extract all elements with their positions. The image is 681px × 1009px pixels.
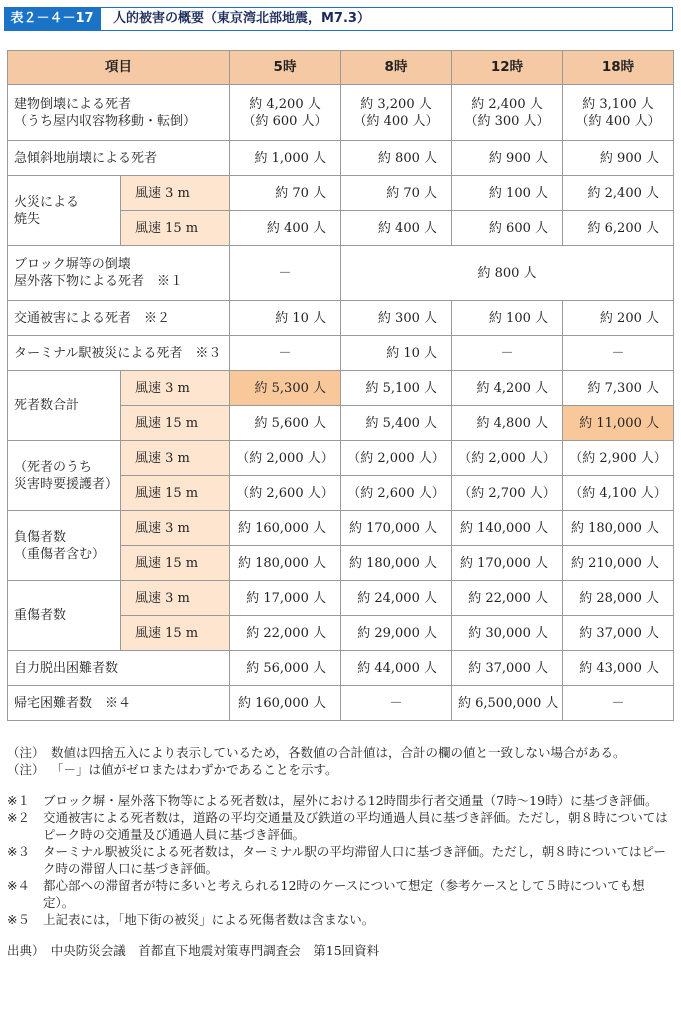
table-cell: 約 170,000 人 [341, 511, 452, 546]
row-label: 建物倒壊による死者 （うち屋内収容物移動・転倒） [8, 85, 230, 141]
table-cell: 約 4,800 人 [452, 406, 563, 441]
table-cell: 約 140,000 人 [452, 511, 563, 546]
table-row [8, 246, 674, 301]
table-cell: 約 5,400 人 [341, 406, 452, 441]
title-bar [4, 7, 673, 31]
table-cell: （約 2,900 人） [563, 441, 674, 476]
wind-speed-label: 風速 15 m [121, 406, 230, 441]
table-cell: 約 37,000 人 [563, 616, 674, 651]
table-cell: 約 210,000 人 [563, 546, 674, 581]
table-cell: 約 70 人 [341, 176, 452, 211]
source-citation: 出典） 中央防災会議 首都直下地震対策専門調査会 第15回資料 [7, 943, 380, 958]
table-cell: 約 100 人 [452, 301, 563, 336]
table-cell: － [230, 246, 341, 301]
wind-speed-label: 風速 15 m [121, 546, 230, 581]
table-cell: 約 5,100 人 [341, 371, 452, 406]
note-mark: （注） [7, 745, 45, 760]
row-label: 帰宅困難者数 ※４ [8, 686, 230, 721]
footnote-mark: ※２ [7, 810, 30, 825]
table-cell: 約 160,000 人 [230, 511, 341, 546]
table-cell: （約 2,700 人） [452, 476, 563, 511]
footnote-text: 交通被害による死者数は，道路の平均交通量及び鉄道の平均通過人員に基づき評価。ただし，朝８時についてはピーク時の交通量及び通過人員に基づき評価。 [43, 810, 668, 842]
table-cell: 約 800 人 [341, 141, 452, 176]
notes-section [7, 744, 673, 959]
table-cell: 約 30,000 人 [452, 616, 563, 651]
table-cell: － [563, 686, 674, 721]
header-12h: 12時 [452, 51, 563, 85]
wind-speed-label: 風速 3 m [121, 581, 230, 616]
table-cell: 約 600 人 [452, 211, 563, 246]
damage-table [7, 50, 674, 721]
wind-speed-label: 風速 3 m [121, 511, 230, 546]
note-text: 数値は四捨五入により表示しているため，各数値の合計値は，合計の欄の値と一致しない場合がある。 [51, 745, 626, 760]
table-cell: 約 6,500,000 人 [452, 686, 563, 721]
wind-speed-label: 風速 3 m [121, 176, 230, 211]
table-cell: 約 17,000 人 [230, 581, 341, 616]
table-cell: 約 70 人 [230, 176, 341, 211]
table-cell: 約 4,200 人 （約 600 人） [230, 85, 341, 141]
row-label: ターミナル駅被災による死者 ※３ [8, 336, 230, 371]
header-5h: 5時 [230, 51, 341, 85]
footnote-text: 都心部への滞留者が特に多いと考えられる12時のケースについて想定（参考ケースとして５時についても想定）。 [43, 878, 645, 910]
table-cell: 約 170,000 人 [452, 546, 563, 581]
table-cell: 約 180,000 人 [341, 546, 452, 581]
table-cell: （約 2,000 人） [230, 441, 341, 476]
table-cell: － [341, 686, 452, 721]
footnote-item [7, 911, 673, 928]
table-cell-highlight: 約 5,300 人 [230, 371, 341, 406]
table-cell: （約 2,000 人） [341, 441, 452, 476]
header-18h: 18時 [563, 51, 674, 85]
wind-speed-label: 風速 15 m [121, 211, 230, 246]
footnote-text: ターミナル駅被災による死者数は，ターミナル駅の平均滞留人口に基づき評価。ただし，朝８時についてはピーク時の滞留人口に基づき評価。 [43, 844, 667, 876]
table-cell: 約 200 人 [563, 301, 674, 336]
row-label: 交通被害による死者 ※２ [8, 301, 230, 336]
footnote-mark: ※３ [7, 844, 30, 859]
table-cell: 約 6,200 人 [563, 211, 674, 246]
row-label: 重傷者数 [8, 581, 121, 651]
table-cell: 約 4,200 人 [452, 371, 563, 406]
row-label: 負傷者数 （重傷者含む） [8, 511, 121, 581]
table-row [8, 441, 674, 476]
table-cell: 約 5,600 人 [230, 406, 341, 441]
table-cell: 約 22,000 人 [230, 616, 341, 651]
note-item [7, 761, 673, 778]
table-cell: 約 2,400 人 （約 300 人） [452, 85, 563, 141]
table-cell: 約 1,000 人 [230, 141, 341, 176]
table-cell: 約 3,100 人 （約 400 人） [563, 85, 674, 141]
header-row [8, 51, 674, 85]
table-cell: 約 180,000 人 [230, 546, 341, 581]
table-cell: 約 100 人 [452, 176, 563, 211]
table-cell: 約 37,000 人 [452, 651, 563, 686]
table-cell: （約 2,000 人） [452, 441, 563, 476]
footnote-text: ブロック塀・屋外落下物等による死者数は，屋外における12時間歩行者交通量（7時～19時）に基づき評価。 [43, 793, 658, 808]
table-cell: － [452, 336, 563, 371]
row-label: ブロック塀等の倒壊 屋外落下物による死者 ※１ [8, 246, 230, 301]
row-label: （死者のうち 災害時要援護者） [8, 441, 121, 511]
table-cell: 約 160,000 人 [230, 686, 341, 721]
header-8h: 8時 [341, 51, 452, 85]
table-row [8, 371, 674, 406]
footnote-text: 上記表には，「地下街の被災」による死傷者数は含まない。 [43, 912, 375, 927]
table-cell: 約 2,400 人 [563, 176, 674, 211]
table-cell: 約 900 人 [563, 141, 674, 176]
footnote-item [7, 843, 673, 877]
note-text: 「－」は値がゼロまたはわずかであることを示す。 [51, 762, 338, 777]
table-cell: （約 2,600 人） [341, 476, 452, 511]
table-cell: － [563, 336, 674, 371]
table-cell: － [230, 336, 341, 371]
note-mark: （注） [7, 762, 45, 777]
footnote-mark: ※１ [7, 793, 30, 808]
table-row [8, 336, 674, 371]
footnote-mark: ※５ [7, 912, 30, 927]
table-number: 表２－４－17 [4, 7, 100, 31]
row-label: 自力脱出困難者数 [8, 651, 230, 686]
footnote-item [7, 809, 673, 843]
table-cell: 約 180,000 人 [563, 511, 674, 546]
table-row [8, 301, 674, 336]
table-row [8, 511, 674, 546]
row-label: 火災による 焼失 [8, 176, 121, 246]
table-cell: 約 10 人 [230, 301, 341, 336]
table-row [8, 581, 674, 616]
footnote-mark: ※４ [7, 878, 30, 893]
wind-speed-label: 風速 3 m [121, 441, 230, 476]
header-item: 項目 [8, 51, 230, 85]
note-item [7, 744, 673, 761]
table-cell: 約 22,000 人 [452, 581, 563, 616]
wind-speed-label: 風速 15 m [121, 476, 230, 511]
table-cell: 約 29,000 人 [341, 616, 452, 651]
table-row [8, 85, 674, 141]
table-cell-merged: 約 800 人 [341, 246, 674, 301]
table-cell: 約 28,000 人 [563, 581, 674, 616]
table-row [8, 176, 674, 211]
table-cell: 約 900 人 [452, 141, 563, 176]
table-cell: 約 400 人 [341, 211, 452, 246]
table-cell: （約 2,600 人） [230, 476, 341, 511]
table-cell: 約 7,300 人 [563, 371, 674, 406]
table-row [8, 141, 674, 176]
table-cell: 約 3,200 人 （約 400 人） [341, 85, 452, 141]
table-cell: 約 24,000 人 [341, 581, 452, 616]
table-cell: 約 300 人 [341, 301, 452, 336]
table-cell: 約 10 人 [341, 336, 452, 371]
row-label: 死者数合計 [8, 371, 121, 441]
table-cell: 約 56,000 人 [230, 651, 341, 686]
table-cell: 約 400 人 [230, 211, 341, 246]
table-cell: 約 43,000 人 [563, 651, 674, 686]
wind-speed-label: 風速 3 m [121, 371, 230, 406]
table-title: 人的被害の概要（東京湾北部地震，M7.3） [100, 7, 673, 31]
table-cell: （約 4,100 人） [563, 476, 674, 511]
table-cell-highlight: 約 11,000 人 [563, 406, 674, 441]
table-row [8, 686, 674, 721]
row-label: 急傾斜地崩壊による死者 [8, 141, 230, 176]
footnote-item [7, 792, 673, 809]
wind-speed-label: 風速 15 m [121, 616, 230, 651]
table-cell: 約 44,000 人 [341, 651, 452, 686]
table-row [8, 651, 674, 686]
footnote-item [7, 877, 673, 911]
